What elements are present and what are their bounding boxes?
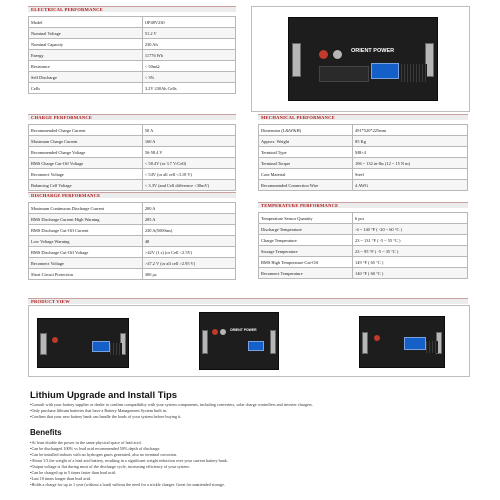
product-view-heading: PRODUCT VIEW: [28, 298, 468, 304]
table-row: [259, 136, 468, 147]
list-item: •Consult with your battery supplier or dealer to confirm compatibility with your system components, including converters, solar charge controllers and inverter chargers.: [30, 402, 313, 407]
spec-value: M8×4: [353, 147, 468, 158]
left-handle: [202, 330, 208, 354]
spec-value: 85 Kg: [353, 136, 468, 147]
spec-label: Temperature Sensor Quantity: [259, 213, 353, 224]
table-row: [259, 169, 468, 180]
control-panel: [319, 66, 369, 82]
spec-value: 3.2V 230Ah Cells: [142, 83, 235, 94]
product-image-frame: [251, 6, 470, 112]
spec-value: < 58.4V (or 3.7 V/Cell): [142, 158, 235, 169]
lcd-display: [248, 341, 264, 351]
charge-table: [28, 124, 236, 191]
spec-label: Terminal Type: [259, 147, 353, 158]
table-row: [259, 246, 468, 257]
table-row: [29, 169, 236, 180]
spec-label: BMS High Temperature Cut-Off: [259, 257, 353, 268]
spec-label: BMS Discharge Cut-Off Voltage: [29, 247, 143, 258]
spec-label: BMS Discharge Cut-Off Current: [29, 225, 143, 236]
vent-grille: [426, 341, 438, 353]
table-row: [259, 213, 468, 224]
table-row: [29, 203, 236, 214]
charge-heading: CHARGE PERFORMANCE: [28, 114, 236, 120]
spec-value: 160 A: [142, 136, 235, 147]
spec-label: Recommended Connection Wire: [259, 180, 353, 191]
spec-label: Approx. Weight: [259, 136, 353, 147]
spec-value: 56-58.4 V: [142, 147, 235, 158]
list-item: •Can be discharged 100% vs lead acid recommended 50% depth of discharge.: [30, 446, 161, 451]
spec-label: Short Circuit Protection: [29, 269, 143, 280]
table-row: [259, 158, 468, 169]
spec-value: OP48V230: [142, 17, 235, 28]
spec-value: < 3%: [142, 72, 235, 83]
table-row: [29, 247, 236, 258]
table-row: [29, 72, 236, 83]
spec-value: 140 °F ( 60 °C ): [353, 268, 468, 279]
spec-value: 106 ~ 132 in-lbs (12 ~ 15 N m): [353, 158, 468, 169]
spec-value: 23 ~ 131 °F ( -5 ~ 55 °C ): [353, 235, 468, 246]
positive-terminal: [212, 329, 218, 335]
vent-grille: [110, 343, 122, 355]
table-row: [259, 235, 468, 246]
table-row: [29, 258, 236, 269]
lcd-display: [92, 341, 110, 352]
lcd-display: [371, 63, 399, 79]
list-item: •Confirm that your new battery bank can handle the loads of your system before buying it.: [30, 414, 182, 419]
spec-label: Maximum Continuous Discharge Current: [29, 203, 143, 214]
brand-label: ORIENT POWER: [230, 328, 257, 332]
list-item: •Can be installed indoors with no hydrogen gases generated, also no terminal corrosion.: [30, 452, 178, 457]
spec-label: Recommended Charge Current: [29, 125, 143, 136]
table-row: [29, 214, 236, 225]
table-row: [259, 147, 468, 158]
mechanical-table: [258, 124, 468, 191]
spec-value: 48: [142, 236, 235, 247]
list-item: •About 1/3 the weight of a lead acid battery, resulting in a significant weight reduction over your current battery bank.: [30, 458, 228, 463]
product-view-left: [37, 318, 129, 368]
spec-value: 491*520*225mm: [353, 125, 468, 136]
spec-label: Resistance: [29, 61, 143, 72]
spec-label: Reconnect Voltage: [29, 169, 143, 180]
product-view-frame: [28, 305, 470, 377]
spec-label: Nominal Capacity: [29, 39, 143, 50]
benefits-title: Benefits: [30, 428, 62, 437]
spec-label: Terminal Torque: [259, 158, 353, 169]
spec-label: Discharge Temperature: [259, 224, 353, 235]
spec-value: 230 A(5000ms): [142, 225, 235, 236]
table-row: [29, 136, 236, 147]
spec-value: 300 μs: [142, 269, 235, 280]
table-row: [29, 225, 236, 236]
spec-value: 149 °F ( 65 °C ): [353, 257, 468, 268]
spec-value: -4 ~ 140 °F ( -20 ~ 60 °C ): [353, 224, 468, 235]
table-row: [259, 180, 468, 191]
discharge-heading: DISCHARGE PERFORMANCE: [28, 192, 236, 198]
spec-label: BMS Discharge Current High Warning: [29, 214, 143, 225]
spec-label: Reconnect Temperature: [259, 268, 353, 279]
spec-label: Cells: [29, 83, 143, 94]
right-handle: [270, 330, 276, 354]
spec-label: Nominal Voltage: [29, 28, 143, 39]
table-row: [29, 61, 236, 72]
spec-label: Reconnect Voltage: [29, 258, 143, 269]
list-item: •Last 10 times longer than lead acid.: [30, 476, 92, 481]
tips-title: Lithium Upgrade and Install Tips: [30, 390, 178, 401]
table-row: [29, 28, 236, 39]
spec-value: 4 AWG: [353, 180, 468, 191]
product-view-center: [199, 312, 279, 370]
spec-label: Model: [29, 17, 143, 28]
positive-terminal: [52, 337, 58, 343]
spec-label: Balancing Cell Voltage: [29, 180, 143, 191]
electrical-table: [28, 16, 236, 94]
spec-label: Self Discharge: [29, 72, 143, 83]
table-row: [29, 180, 236, 191]
left-handle: [40, 333, 47, 354]
table-row: [29, 39, 236, 50]
discharge-table: [28, 202, 236, 280]
table-row: [259, 268, 468, 279]
spec-value: < 3.3V (and Cell difference <30mV): [142, 180, 235, 191]
temperature-table: [258, 212, 468, 279]
spec-value: < 54V (or all cell <3.18 V): [142, 169, 235, 180]
left-handle: [292, 43, 301, 78]
spec-value: < 50mΩ: [142, 61, 235, 72]
lcd-display: [404, 337, 426, 350]
table-row: [29, 50, 236, 61]
table-row: [29, 125, 236, 136]
positive-terminal: [374, 335, 380, 341]
left-handle: [362, 332, 368, 354]
spec-label: Energy: [29, 50, 143, 61]
spec-label: Maximum Charge Current: [29, 136, 143, 147]
spec-label: Storage Temperature: [259, 246, 353, 257]
table-row: [259, 125, 468, 136]
table-row: [29, 17, 236, 28]
spec-label: BMS Charge Cut-Off Voltage: [29, 158, 143, 169]
spec-label: Low Voltage Warning: [29, 236, 143, 247]
table-row: [29, 83, 236, 94]
spec-value: 23 ~ 95 °F ( -5 ~ 35 °C ): [353, 246, 468, 257]
battery-image: [288, 17, 438, 101]
spec-value: 230 Ah: [142, 39, 235, 50]
list-item: •Holds a charge for up to 1 year (without a load) without the need for a trickle charger. Great for unattended storage.: [30, 482, 225, 487]
spec-value: 200 A: [142, 203, 235, 214]
vent-grille: [401, 64, 427, 82]
list-item: •Output voltage is flat during most of the discharge cycle, increasing efficiency of your system.: [30, 464, 190, 469]
list-item: •At least double the power in the same physical space of lead acid.: [30, 440, 142, 445]
spec-value: 6 pcs: [353, 213, 468, 224]
list-item: •Only purchase lithium batteries that have a Battery Management System built in.: [30, 408, 168, 413]
electrical-heading: ELECTRICAL PERFORMANCE: [28, 6, 236, 12]
negative-terminal: [220, 329, 226, 335]
product-view-right: [359, 316, 445, 368]
temperature-heading: TEMPERATURE PERFORMANCE: [258, 202, 468, 208]
table-row: [29, 269, 236, 280]
spec-value: 50 A: [142, 125, 235, 136]
spec-label: Charge Temperature: [259, 235, 353, 246]
spec-value: 51.2 V: [142, 28, 235, 39]
mechanical-heading: MECHANICAL PERFORMANCE: [258, 114, 468, 120]
spec-label: Case Material: [259, 169, 353, 180]
spec-value: >42V (1 s) (or Cell <2.5V): [142, 247, 235, 258]
table-row: [29, 236, 236, 247]
list-item: •Can be charged up to 5 times faster than lead acid.: [30, 470, 116, 475]
table-row: [259, 257, 468, 268]
spec-value: 11776 Wh: [142, 50, 235, 61]
spec-value: Steel: [353, 169, 468, 180]
table-row: [29, 158, 236, 169]
spec-value: 205 A: [142, 214, 235, 225]
table-row: [29, 147, 236, 158]
negative-terminal: [333, 50, 342, 59]
positive-terminal: [319, 50, 328, 59]
brand-label: ORIENT POWER: [351, 48, 395, 54]
spec-value: >47.2 V (or all cell >2.95 V): [142, 258, 235, 269]
spec-label: Recommended Charge Voltage: [29, 147, 143, 158]
spec-label: Dimension (L&W&H): [259, 125, 353, 136]
table-row: [259, 224, 468, 235]
